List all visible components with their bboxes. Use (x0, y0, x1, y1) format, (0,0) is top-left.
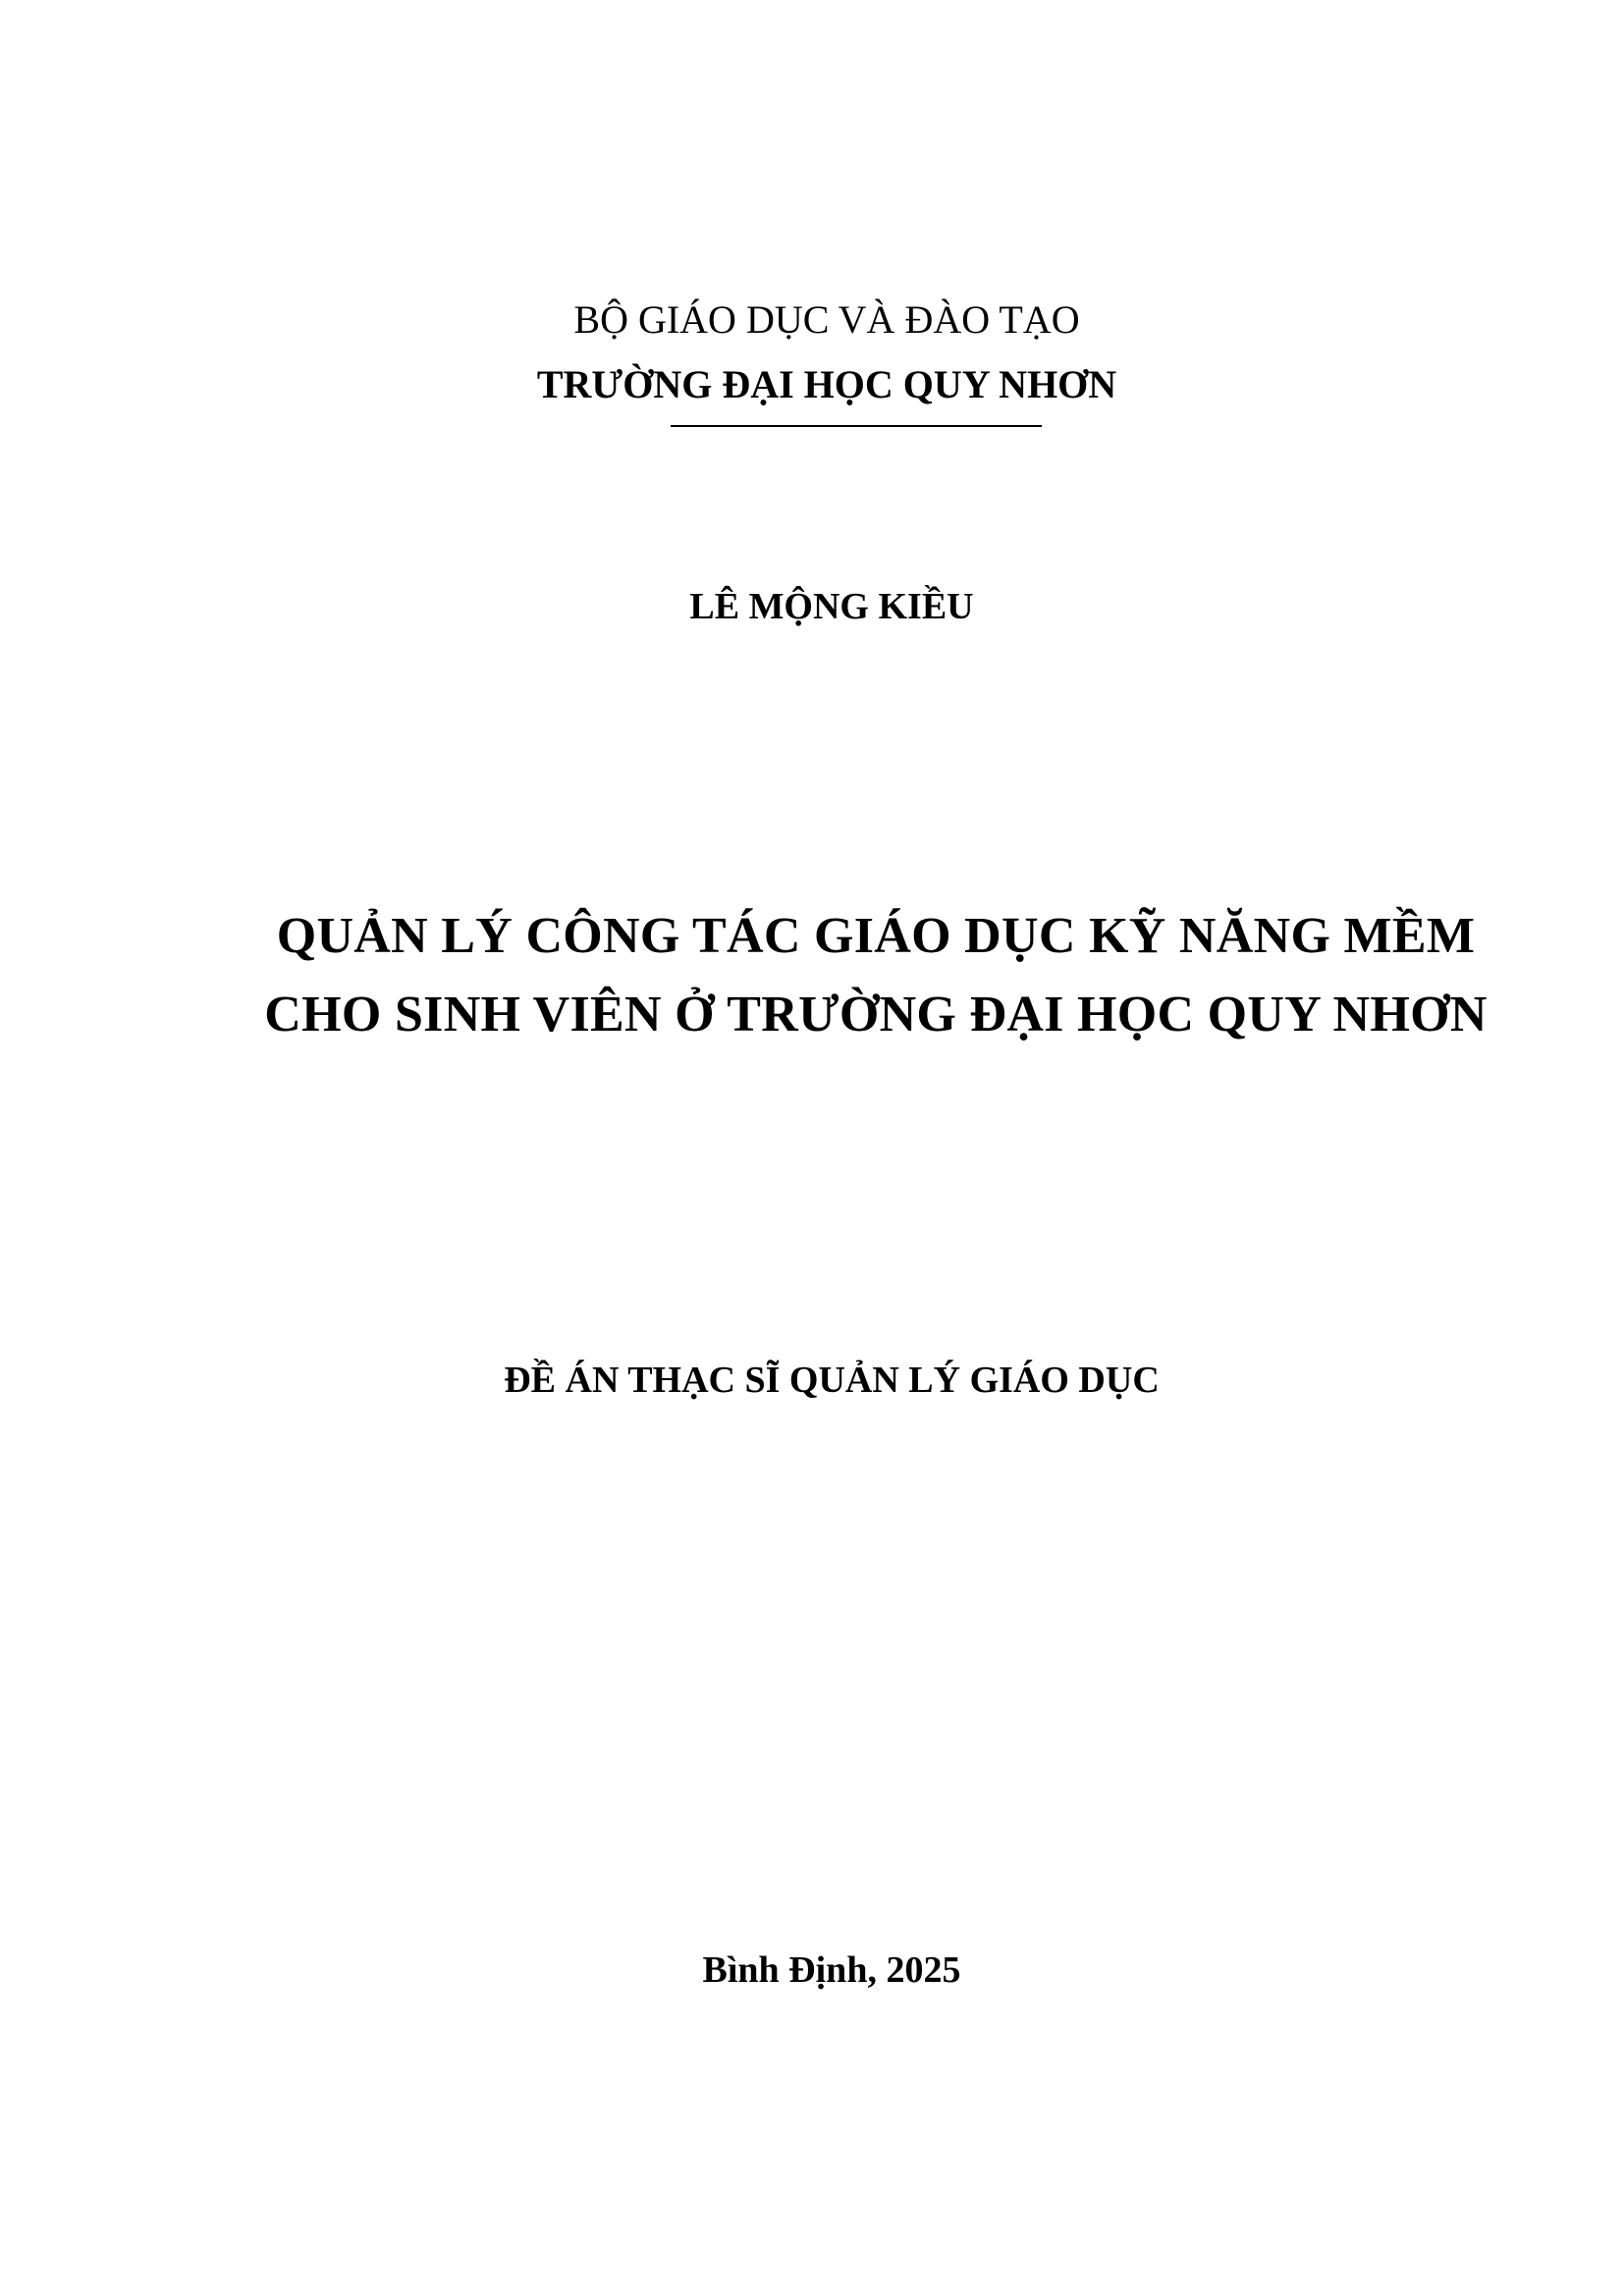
header-divider (671, 425, 1042, 427)
ministry-name: BỘ GIÁO DỤC VÀ ĐÀO TẠO (573, 297, 1080, 342)
thesis-title-line-1: QUẢN LÝ CÔNG TÁC GIÁO DỤC KỸ NĂNG MỀM (276, 908, 1476, 964)
place-year: Bình Định, 2025 (702, 1949, 961, 1991)
thesis-title-line-2: CHO SINH VIÊN Ở TRƯỜNG ĐẠI HỌC QUY NHƠN (264, 987, 1488, 1042)
university-name: TRƯỜNG ĐẠI HỌC QUY NHƠN (536, 362, 1117, 406)
degree-type: ĐỀ ÁN THẠC SĨ QUẢN LÝ GIÁO DỤC (504, 1360, 1160, 1401)
author-name: LÊ MỘNG KIỀU (689, 586, 974, 627)
